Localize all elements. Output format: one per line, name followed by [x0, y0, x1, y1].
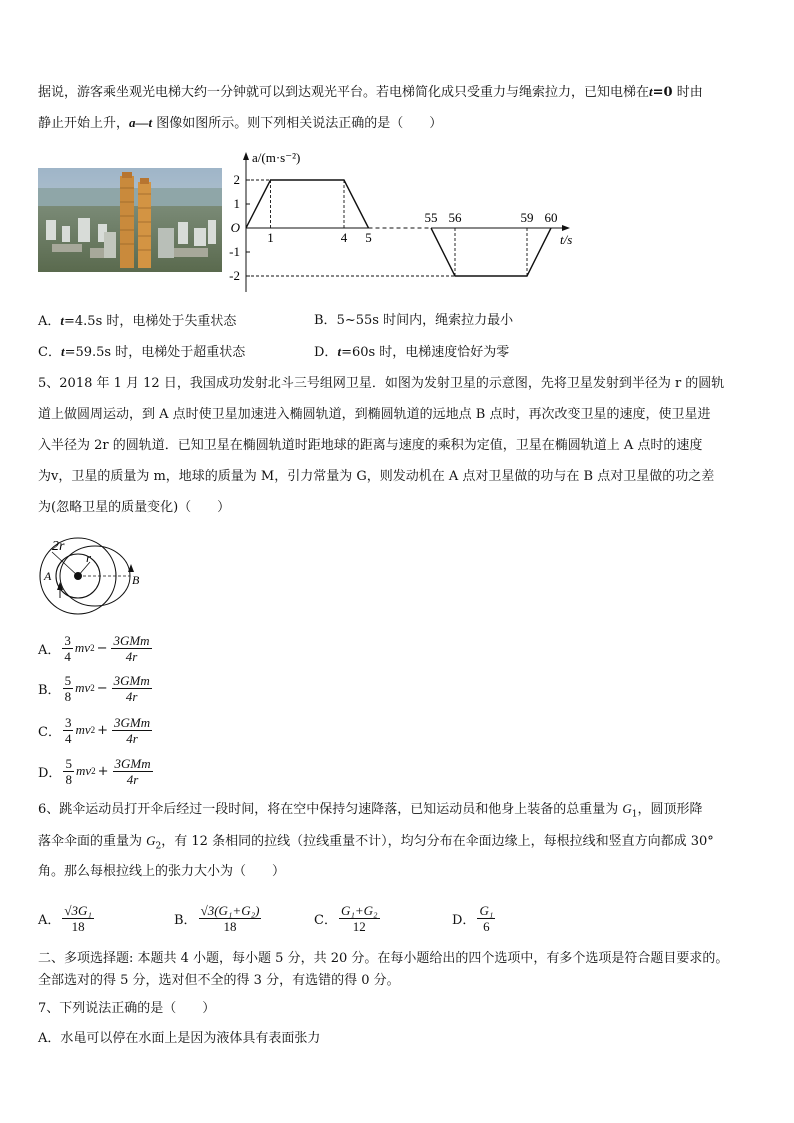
- orbit-label-a: A: [44, 569, 52, 583]
- y-tick-label: -2: [229, 268, 240, 283]
- x-tick-label: 1: [267, 230, 274, 245]
- x-axis-arrow: [562, 225, 570, 231]
- q5-option-b[interactable]: B． $\frac{5}{8}$ mv 2 − $\frac{\text{3GMm}}{4r}$: [38, 672, 150, 704]
- a-t-chart: [226, 146, 606, 300]
- q5-option-a[interactable]: A． $\frac{3}{4}$ mv 2 − $\frac{\text{3GMm}}{4r}$: [38, 632, 150, 664]
- x-tick-label: 56: [448, 210, 462, 225]
- q4-stem-line1: 据说，游客乘坐观光电梯大约一分钟就可以到达观光平台。若电梯简化成只受重力与绳索拉力，已知电梯在t=0 时由: [38, 84, 703, 100]
- y-axis-label: a/(m·s⁻²): [252, 150, 301, 165]
- q5-option-d[interactable]: D． $\frac{5}{8}$ mv 2 + $\frac{\text{3GMm}}{4r}$: [38, 755, 151, 787]
- q4-option-c[interactable]: C．t=59.5s 时，电梯处于超重状态: [38, 344, 246, 360]
- q4-option-b[interactable]: B．5~55s 时间内，绳索拉力最小: [314, 313, 514, 328]
- x-tick-label: 60: [544, 210, 558, 225]
- q5-stem-line4: 为v，卫星的质量为 m，地球的质量为 M，引力常量为 G，则发动机在 A 点对卫星做的功与在 B 点对卫星做的功之差: [38, 469, 715, 484]
- y-tick-label: 2: [233, 172, 240, 187]
- x-tick-label: 5: [365, 230, 372, 245]
- orbit-figure: [38, 532, 158, 624]
- q6-stem-line3: 角。那么每根拉线上的张力大小为（ ）: [38, 864, 286, 879]
- q5-stem-line3: 入半径为 2r 的圆轨道．已知卫星在椭圆轨道时距地球的距离与速度的乘积为定值，卫星在椭圆轨道上 A 点时的速度: [38, 438, 703, 453]
- y-tick-label: 1: [233, 196, 240, 211]
- q6-stem-line2: 落伞伞面的重量为 $G_2$，有 12 条相同的拉线（拉线重量不计），均匀分布在伞面边缘上，每根拉线和竖直方向都成 30°: [38, 833, 714, 852]
- orbit-label-2r: 2r: [52, 539, 65, 554]
- x-axis-label: t/s: [560, 232, 573, 247]
- elevator-tower-photo: [38, 168, 222, 272]
- orbit-label-r: r: [86, 550, 92, 565]
- q6-stem-line1: 6、跳伞运动员打开伞后经过一段时间，将在空中保持匀速降落，已知运动员和他身上装备的总重量为 $G_1$，圆顶形降: [38, 801, 703, 820]
- series-line-accel: [246, 180, 369, 228]
- q4-stem-line2: 静止开始上升，a—t 图像如图所示。则下列相关说法正确的是（ ）: [38, 115, 443, 131]
- y-tick-label: -1: [229, 244, 240, 259]
- q6-option-a[interactable]: A． $\frac{\text{√3G₁}}{18}$: [38, 902, 92, 934]
- q6-option-d[interactable]: D． $\frac{\text{G₁}}{6}$: [452, 902, 494, 934]
- q7-stem: 7、下列说法正确的是（ ）: [38, 1001, 216, 1016]
- y-axis-arrow: [243, 152, 249, 160]
- x-tick-label: 59: [520, 210, 534, 225]
- section2-instructions-line1: 二、多项选择题: 本题共 4 小题，每小题 5 分，共 20 分。在每小题给出的四个选项中，有多个选项是符合题目要求的。: [38, 951, 729, 966]
- q5-stem-line1: 5、2018 年 1 月 12 日，我国成功发射北斗三号组网卫星．如图为发射卫星的示意图，先将卫星发射到半径为 r 的圆轨: [38, 376, 725, 391]
- q4-option-d[interactable]: D．t=60s 时，电梯速度恰好为零: [314, 344, 510, 360]
- a-t-chart-svg: [226, 146, 606, 296]
- q7-option-a[interactable]: A．水黾可以停在水面上是因为液体具有表面张力: [38, 1031, 321, 1046]
- x-tick-label: 4: [340, 230, 348, 245]
- q5-option-c[interactable]: C． $\frac{3}{4}$ mv 2 + $\frac{\text{3GMm}}{4r}$: [38, 714, 151, 746]
- y-tick-label: O: [230, 220, 240, 235]
- q5-stem-line5: 为(忽略卫星的质量变化)（ ）: [38, 500, 231, 515]
- q5-stem-line2: 道上做圆周运动，到 A 点时使卫星加速进入椭圆轨道，到椭圆轨道的远地点 B 点时，再次改变卫星的速度，使卫星进: [38, 407, 711, 422]
- section2-instructions-line2: 全部选对的得 5 分，选对但不全的得 3 分，有选错的得 0 分。: [38, 973, 400, 988]
- series-line-decel: [431, 228, 551, 276]
- orbit-label-b: B: [132, 573, 140, 587]
- q6-option-c[interactable]: C． $\frac{\text{G₁+G₂}}{12}$: [314, 902, 378, 934]
- x-tick-label: 55: [424, 210, 438, 225]
- q4-option-a[interactable]: A．t=4.5s 时，电梯处于失重状态: [38, 313, 237, 329]
- q6-option-b[interactable]: B． $\frac{\text{√3(G₁+G₂)}}{18}$: [174, 902, 260, 934]
